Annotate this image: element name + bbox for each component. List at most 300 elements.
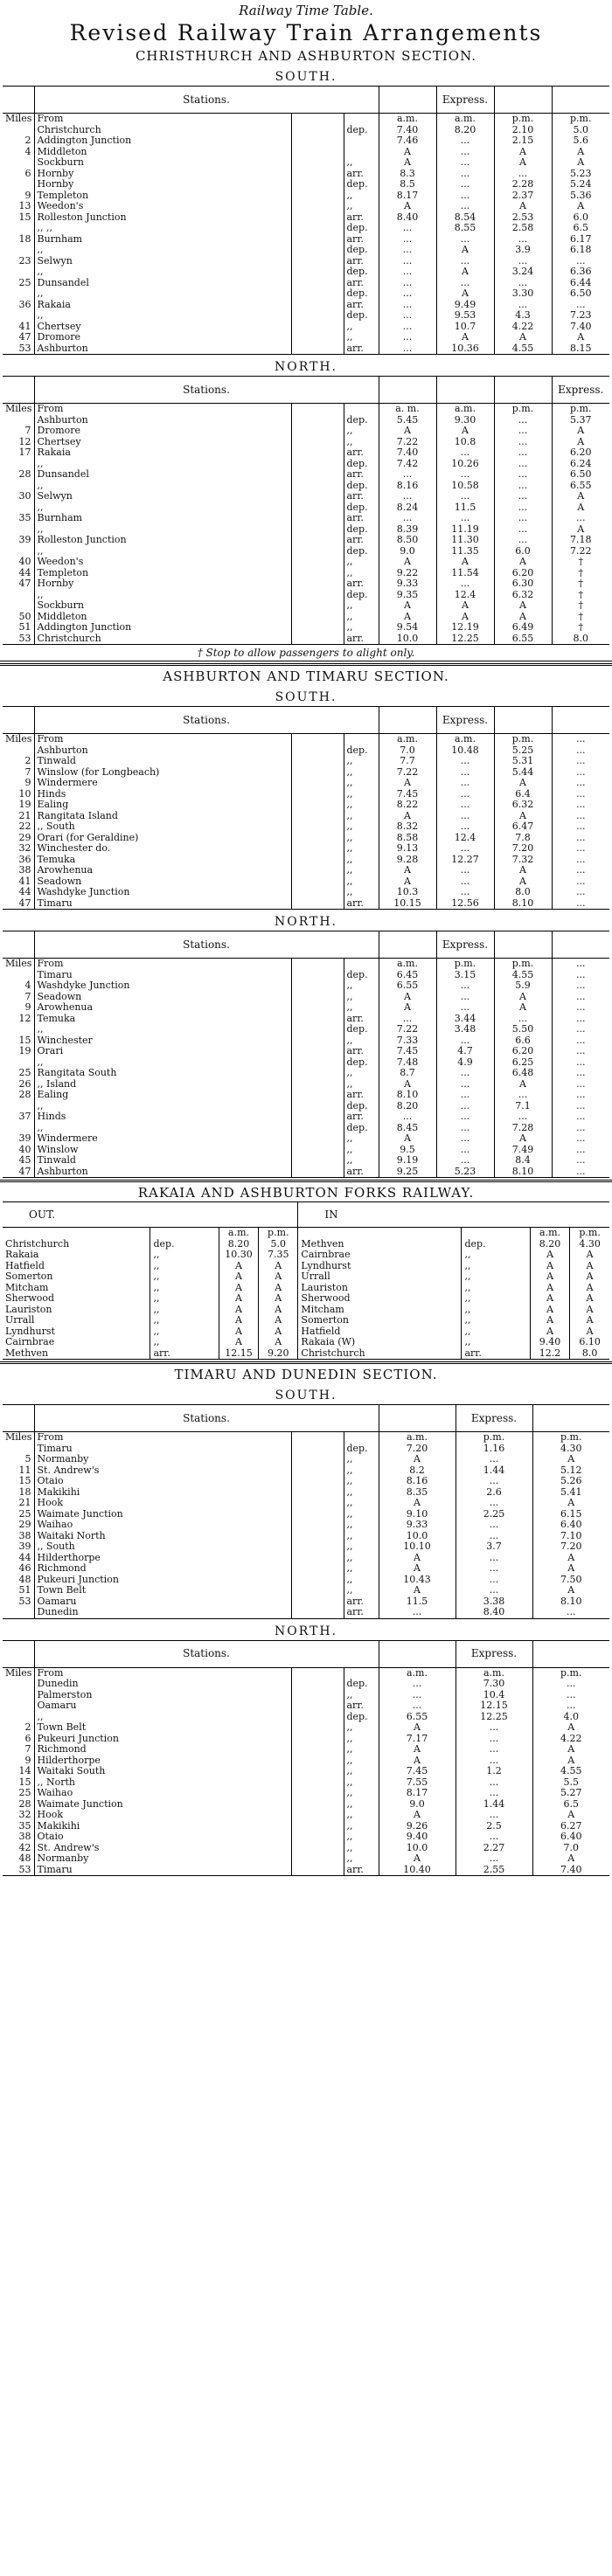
table-row [3, 887, 609, 898]
leader-dots [291, 481, 344, 492]
header-time-column [494, 377, 552, 404]
table-row [3, 343, 609, 355]
leader-dots [291, 404, 344, 415]
time-cell: 6.55 [494, 634, 552, 645]
leader-dots [291, 1690, 344, 1701]
station-name: Burnham [34, 513, 291, 524]
time-cell: 8.58 [379, 833, 436, 844]
miles-cell: 29 [3, 1520, 34, 1531]
station-name: ,, [34, 459, 291, 470]
leader-dots [291, 310, 344, 322]
table-row [3, 590, 609, 601]
leader-dots [291, 1509, 344, 1520]
time-cell: ... [576, 810, 586, 821]
arr-dep: ,, [344, 855, 379, 866]
arr-dep: ,, [344, 1531, 379, 1542]
time-cell: ... [436, 1101, 494, 1112]
time-cell: ... [436, 147, 494, 158]
time-cell: 11.35 [436, 546, 494, 557]
miles-cell: 15 [3, 1476, 34, 1487]
station-name: Windermere [34, 1133, 291, 1145]
arr-dep: ,, [344, 1465, 379, 1477]
station-name: Selwyn [34, 256, 291, 267]
time-cell: A [586, 1326, 594, 1337]
leader-dots [291, 1766, 344, 1777]
station-name: From [34, 959, 291, 970]
leader-dots [291, 1700, 344, 1712]
miles-cell: 35 [3, 513, 34, 524]
station-name: Otaio [34, 1476, 291, 1487]
time-cell: A [379, 426, 436, 437]
time-cell: 4.55 [494, 343, 552, 355]
time-cell: A [494, 1002, 552, 1014]
miles-cell: 47 [3, 578, 34, 590]
header-time-column [494, 707, 552, 734]
arr-dep: ,, [462, 1337, 530, 1348]
arr-dep: arr. [344, 1596, 379, 1608]
arr-dep: arr. [344, 1865, 379, 1876]
time-cell: A [586, 1282, 594, 1293]
time-cell: 8.20 [530, 1239, 569, 1250]
time-cell: ... [456, 1744, 532, 1755]
time-cell: p.m. [570, 113, 592, 124]
table-row [3, 1853, 609, 1865]
time-cell: p.m. [560, 1431, 582, 1443]
leader-dots [291, 1014, 344, 1025]
leader-dots [291, 1090, 344, 1101]
time-cell: A [494, 876, 552, 888]
time-cell: 5.41 [560, 1486, 582, 1498]
arr-dep: ,, [344, 1145, 379, 1156]
time-cell: 9.19 [379, 1155, 436, 1167]
arr-dep: ,, [462, 1326, 530, 1338]
station-name: Palmerston [34, 1690, 291, 1701]
station-name: Cairnbrae [3, 1337, 150, 1348]
station-name: Waihao [34, 1788, 291, 1799]
time-cell: A [577, 436, 585, 447]
station-name: ,, [34, 1024, 291, 1035]
miles-cell [3, 157, 34, 169]
arr-dep [462, 1228, 530, 1239]
station-name: Dromore [34, 332, 291, 343]
miles-cell: 46 [3, 1563, 34, 1575]
table-row [3, 811, 609, 822]
time-cell: † [578, 567, 583, 578]
leader-dots [291, 590, 344, 601]
miles-cell: 4 [3, 147, 34, 158]
table-row [3, 1133, 609, 1145]
arr-dep: dep. [344, 546, 379, 557]
timetable-content [0, 68, 612, 1876]
time-cell: A [379, 157, 436, 169]
leader-dots [291, 267, 344, 278]
station-name: Town Belt [34, 1585, 291, 1596]
time-cell: ... [379, 256, 436, 267]
leader-dots [291, 876, 344, 888]
station-name: From [34, 1432, 291, 1444]
time-cell: A [436, 332, 494, 343]
station-name: Ealing [34, 1090, 291, 1101]
time-cell: ... [379, 513, 436, 524]
time-cell: A [494, 147, 552, 158]
leader-dots [291, 135, 344, 147]
table-row [3, 789, 609, 800]
miles-cell: 36 [3, 855, 34, 866]
table-row [3, 1305, 609, 1316]
table-row [3, 125, 609, 136]
time-cell: 10.7 [436, 322, 494, 333]
time-cell: 12.27 [436, 855, 494, 866]
time-cell: 5.31 [494, 756, 552, 767]
leader-dots [291, 1079, 344, 1091]
time-cell: 7.45 [379, 789, 436, 800]
miles-cell: 47 [3, 332, 34, 343]
time-cell: 6.4 [494, 789, 552, 800]
timetable [3, 1640, 609, 1877]
table-row [3, 1024, 609, 1035]
miles-cell: 19 [3, 800, 34, 811]
time-cell: ... [379, 288, 436, 300]
arr-dep: ,, [344, 1068, 379, 1079]
time-cell: 6.47 [494, 821, 552, 833]
arr-dep: dep. [344, 125, 379, 136]
table-row [3, 1014, 609, 1025]
miles-cell [3, 481, 34, 492]
time-cell: A [586, 1304, 594, 1315]
station-name: Pukeuri Junction [34, 1575, 291, 1586]
time-cell: A [567, 1552, 575, 1563]
leader-dots [291, 811, 344, 822]
time-cell: ... [494, 415, 552, 426]
leader-dots [291, 778, 344, 789]
station-name: Lyndhurst [3, 1326, 150, 1338]
station-name: Christchurch [34, 634, 291, 645]
time-cell: ... [379, 343, 436, 355]
time-cell: ... [436, 800, 494, 811]
time-cell: 5.45 [379, 415, 436, 426]
time-cell: 7.40 [379, 447, 436, 459]
arr-dep: ,, [344, 1563, 379, 1575]
time-cell: A [219, 1337, 258, 1348]
station-name: Hook [34, 1810, 291, 1821]
arr-dep: ,, [344, 1755, 379, 1767]
time-cell: A [219, 1261, 258, 1272]
arr-dep: ,, [344, 821, 379, 833]
table-row [3, 992, 609, 1003]
out-header: OUT. [3, 1202, 298, 1228]
time-cell: † [578, 557, 583, 567]
time-cell: A [530, 1293, 569, 1305]
time-cell: A [494, 332, 552, 343]
timetable [3, 1404, 609, 1619]
time-cell: A [567, 1563, 575, 1574]
time-cell: 10.0 [379, 1531, 456, 1542]
miles-cell: 39 [3, 535, 34, 546]
miles-cell: 47 [3, 898, 34, 910]
time-cell: 5.23 [570, 168, 592, 179]
leader-dots [291, 855, 344, 866]
table-row [3, 288, 609, 300]
time-cell: ... [436, 811, 494, 822]
station-name: ,, [34, 546, 291, 557]
station-name: Sockburn [34, 600, 291, 612]
arr-dep: ,, [344, 1133, 379, 1145]
time-cell: A [530, 1305, 569, 1316]
leader-dots [291, 959, 344, 970]
leader-dots [291, 970, 344, 981]
section-title: ASHBURTON AND TIMARU SECTION. [163, 668, 449, 684]
time-cell: A [577, 146, 585, 157]
miles-cell: 15 [3, 212, 34, 224]
time-cell: A [379, 1744, 456, 1755]
arr-dep: ,, [344, 1722, 379, 1734]
arr-dep [344, 1667, 379, 1679]
table-row [3, 114, 609, 125]
time-cell: 7.32 [494, 855, 552, 866]
miles-cell [3, 125, 34, 136]
table-row [3, 1755, 609, 1767]
miles-cell: 30 [3, 491, 34, 502]
time-cell: A [379, 1002, 436, 1014]
time-cell: 9.40 [379, 1832, 456, 1843]
time-cell: A [259, 1283, 298, 1294]
time-cell: 12.15 [456, 1700, 532, 1712]
table-row [3, 1520, 609, 1531]
time-cell: 9.26 [379, 1821, 456, 1832]
time-cell: 8.20 [436, 125, 494, 136]
time-cell: 5.9 [494, 980, 552, 992]
leader-dots [291, 524, 344, 536]
arr-dep: dep. [344, 1101, 379, 1112]
table-row [3, 1079, 609, 1091]
arr-dep: ,, [344, 800, 379, 811]
leader-dots [291, 1167, 344, 1178]
leader-dots [291, 125, 344, 136]
leader-dots [291, 789, 344, 800]
table-row [3, 1596, 609, 1608]
time-cell: a.m. [379, 1432, 456, 1444]
time-cell: ... [576, 1046, 586, 1056]
time-cell: 7.0 [563, 1842, 579, 1853]
time-cell: 6.15 [560, 1508, 582, 1520]
time-cell: 1.44 [456, 1465, 532, 1477]
station-name: Rangitata South [34, 1068, 291, 1079]
time-cell: ... [436, 767, 494, 779]
arr-dep: ,, [150, 1271, 219, 1283]
time-cell: ... [494, 513, 552, 524]
arr-dep: ,, [344, 811, 379, 822]
table-row [3, 959, 609, 970]
leader-dots [291, 1046, 344, 1057]
table-row [3, 1541, 609, 1553]
table-row [3, 970, 609, 981]
time-cell: 10.43 [379, 1575, 456, 1586]
time-cell: ... [567, 1679, 576, 1689]
time-cell: A [436, 267, 494, 278]
arr-dep: ,, [344, 437, 379, 448]
station-name: ,, North [34, 1777, 291, 1789]
miles-cell: 44 [3, 1553, 34, 1564]
time-cell: 6.27 [560, 1820, 582, 1832]
table-row [3, 332, 609, 343]
table-row [3, 833, 609, 844]
miles-cell: Miles [3, 734, 34, 745]
time-cell: 5.0 [573, 124, 588, 135]
time-cell: A [379, 1079, 436, 1091]
time-cell: ... [456, 1810, 532, 1821]
time-cell: 8.7 [379, 1068, 436, 1079]
time-cell: ... [436, 157, 494, 169]
table-row [3, 426, 609, 437]
miles-cell: 12 [3, 437, 34, 448]
time-cell: A [577, 426, 585, 436]
arr-dep: arr. [462, 1348, 530, 1360]
table-row [3, 278, 609, 289]
arr-dep: arr. [344, 1046, 379, 1057]
time-cell: 2.37 [494, 190, 552, 202]
time-cell: p.m. [494, 734, 552, 745]
time-cell: ... [436, 201, 494, 212]
time-cell: 6.24 [570, 458, 592, 469]
leader-dots [291, 322, 344, 333]
time-cell: 1.2 [456, 1766, 532, 1777]
time-cell: A [494, 1079, 552, 1091]
time-cell: 9.33 [379, 1520, 456, 1531]
station-name: From [34, 404, 291, 415]
time-cell: 7.35 [259, 1250, 298, 1261]
top-title: Railway Time Table. [239, 3, 373, 18]
time-cell: A [577, 201, 585, 211]
table-row [3, 1057, 609, 1069]
time-cell: ... [456, 1454, 532, 1465]
arr-dep: ,, [150, 1305, 219, 1316]
leader-dots [291, 1024, 344, 1035]
leader-dots [291, 234, 344, 246]
station-name: Pukeuri Junction [34, 1734, 291, 1745]
station-name: Windermere [34, 778, 291, 789]
header-miles [3, 87, 34, 114]
time-cell: 9.28 [379, 855, 436, 866]
arr-dep: ,, [344, 1553, 379, 1564]
table-row [3, 622, 609, 634]
arr-dep [344, 734, 379, 745]
miles-cell: 39 [3, 1133, 34, 1145]
time-cell: A [494, 865, 552, 876]
leader-dots [291, 256, 344, 267]
time-cell: 11.19 [436, 524, 494, 536]
miles-cell [3, 415, 34, 426]
time-cell: 7.20 [494, 843, 552, 855]
header-time-column [552, 707, 609, 734]
table-row [3, 1744, 609, 1755]
table-row [3, 1722, 609, 1734]
time-cell: ... [456, 1853, 532, 1865]
miles-cell: 29 [3, 833, 34, 844]
station-name: ,, [34, 288, 291, 300]
table-row [3, 1046, 609, 1057]
timetable [3, 706, 609, 910]
time-cell: ... [494, 459, 552, 470]
leader-dots [291, 245, 344, 256]
leader-dots [291, 1498, 344, 1509]
time-cell: ... [456, 1575, 532, 1586]
time-cell: 7.49 [494, 1145, 552, 1156]
arr-dep: dep. [344, 288, 379, 300]
time-cell: ... [379, 1700, 456, 1712]
table-row [3, 322, 609, 333]
arr-dep [150, 1228, 219, 1239]
station-name: Burnham [34, 234, 291, 246]
station-name: ,, [34, 267, 291, 278]
time-cell: A [586, 1271, 594, 1282]
leader-dots [291, 734, 344, 745]
table-row [3, 415, 609, 426]
arr-dep: ,, [462, 1261, 530, 1272]
miles-cell: 9 [3, 190, 34, 202]
time-cell: 5.23 [436, 1167, 494, 1178]
time-cell: ... [436, 992, 494, 1003]
time-cell: ... [436, 190, 494, 202]
time-cell: 6.6 [494, 1035, 552, 1047]
time-cell: A [219, 1293, 258, 1305]
time-cell: 7.0 [379, 745, 436, 757]
time-cell: ... [436, 1155, 494, 1167]
time-cell: ... [456, 1563, 532, 1575]
table-row [3, 190, 609, 202]
header-miles [3, 1405, 34, 1432]
time-cell: ... [379, 223, 436, 234]
station-name: Dromore [34, 426, 291, 437]
time-cell: 6.50 [570, 469, 592, 480]
time-cell: 11.54 [436, 568, 494, 579]
station-name: Dunsandel [34, 469, 291, 481]
arr-dep: ,, [344, 980, 379, 992]
leader-dots [291, 491, 344, 502]
header-miles [3, 1640, 34, 1667]
time-cell: 7.20 [379, 1444, 456, 1455]
time-cell: A [530, 1315, 569, 1326]
leader-dots [291, 1553, 344, 1564]
header-time-column: Express. [456, 1640, 532, 1667]
table-row [3, 1454, 609, 1465]
time-cell: 2.28 [494, 179, 552, 190]
arr-dep: ,, [344, 756, 379, 767]
time-cell: A [530, 1283, 569, 1294]
time-cell: A [577, 332, 585, 343]
arr-dep: arr. [344, 634, 379, 645]
time-cell: ... [576, 876, 586, 887]
header-stations: Stations. [34, 1640, 379, 1667]
header-time-column [379, 707, 436, 734]
time-cell: ... [494, 300, 552, 311]
time-cell: 8.35 [379, 1487, 456, 1499]
table-row [3, 1432, 609, 1444]
timetable [3, 376, 609, 645]
time-cell: 8.10 [494, 898, 552, 910]
header-time-column [552, 931, 609, 959]
time-cell: 6.36 [570, 267, 592, 277]
time-cell: 10.0 [379, 634, 436, 645]
time-cell: ... [436, 1133, 494, 1145]
arr-dep: arr. [344, 491, 379, 502]
station-name: ,, South [34, 821, 291, 833]
arr-dep: ,, [344, 557, 379, 568]
table-row [3, 1788, 609, 1799]
time-cell: ... [456, 1755, 532, 1767]
time-cell: ... [576, 832, 586, 843]
table-row [3, 578, 609, 590]
time-cell: A [586, 1260, 594, 1271]
